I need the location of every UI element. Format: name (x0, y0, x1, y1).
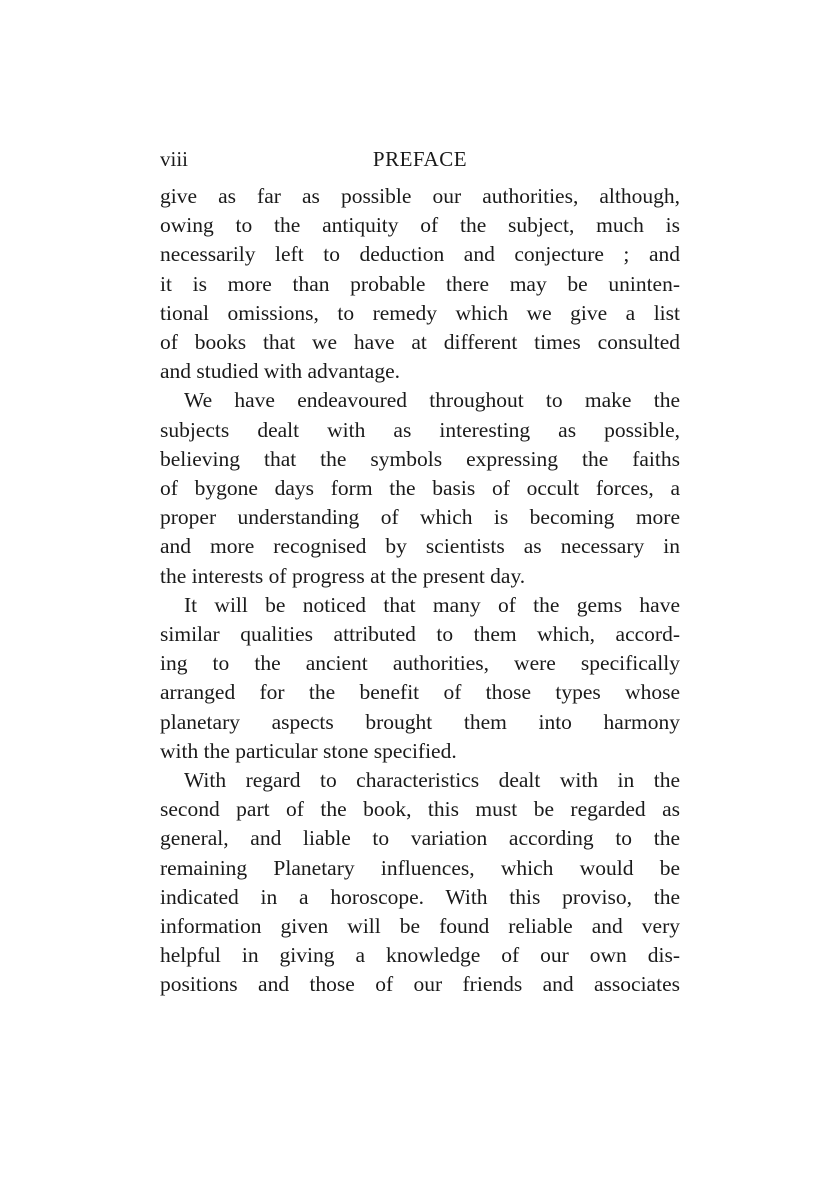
running-title: PREFACE (372, 147, 468, 171)
page-number: viii (160, 147, 189, 171)
text-line: information given will be found reliable and very (160, 914, 680, 939)
text-line: With regard to characteristics dealt with in the (184, 768, 680, 793)
body-text (160, 182, 680, 1000)
text-line: ing to the ancient authorities, were specifically (160, 651, 680, 676)
text-line: second part of the book, this must be regarded as (160, 797, 680, 822)
text-line: We have endeavoured throughout to make the (184, 388, 680, 413)
book-page (160, 140, 680, 1000)
text-line: of books that we have at different times consulted (160, 330, 680, 355)
text-line: with the particular stone specified. (160, 738, 457, 763)
text-line: of bygone days form the basis of occult forces, a (160, 476, 680, 501)
text-line: tional omissions, to remedy which we give a list (160, 300, 680, 325)
text-line: believing that the symbols expressing the faiths (160, 446, 680, 471)
text-line: give as far as possible our authorities, although, (160, 184, 680, 208)
text-line: It will be noticed that many of the gems have (184, 592, 680, 617)
text-line: arranged for the benefit of those types whose (160, 680, 680, 705)
text-line: indicated in a horoscope. With this proviso, the (160, 884, 680, 909)
running-head (160, 140, 680, 178)
text-line: planetary aspects brought them into harmony (160, 709, 680, 734)
text-line: helpful in giving a knowledge of our own dis- (160, 943, 680, 968)
paragraph (160, 182, 680, 386)
text-line: owing to the antiquity of the subject, much is (160, 213, 680, 238)
text-line: it is more than probable there may be uninten- (160, 271, 680, 296)
text-line: and studied with advantage. (160, 359, 401, 384)
paragraph (160, 386, 680, 590)
text-line: subjects dealt with as interesting as possible, (160, 417, 680, 442)
paragraph (160, 766, 680, 1000)
text-line: remaining Planetary influences, which would be (160, 855, 680, 880)
paragraph (160, 591, 680, 766)
text-line: similar qualities attributed to them which, accord- (160, 622, 680, 647)
text-line: necessarily left to deduction and conjecture ; and (160, 242, 680, 267)
text-line: and more recognised by scientists as necessary in (160, 534, 680, 559)
text-line: proper understanding of which is becoming more (160, 505, 680, 530)
text-line: positions and those of our friends and associates (160, 972, 680, 997)
text-line: general, and liable to variation according to the (160, 826, 680, 851)
text-line: the interests of progress at the present day. (160, 563, 526, 588)
